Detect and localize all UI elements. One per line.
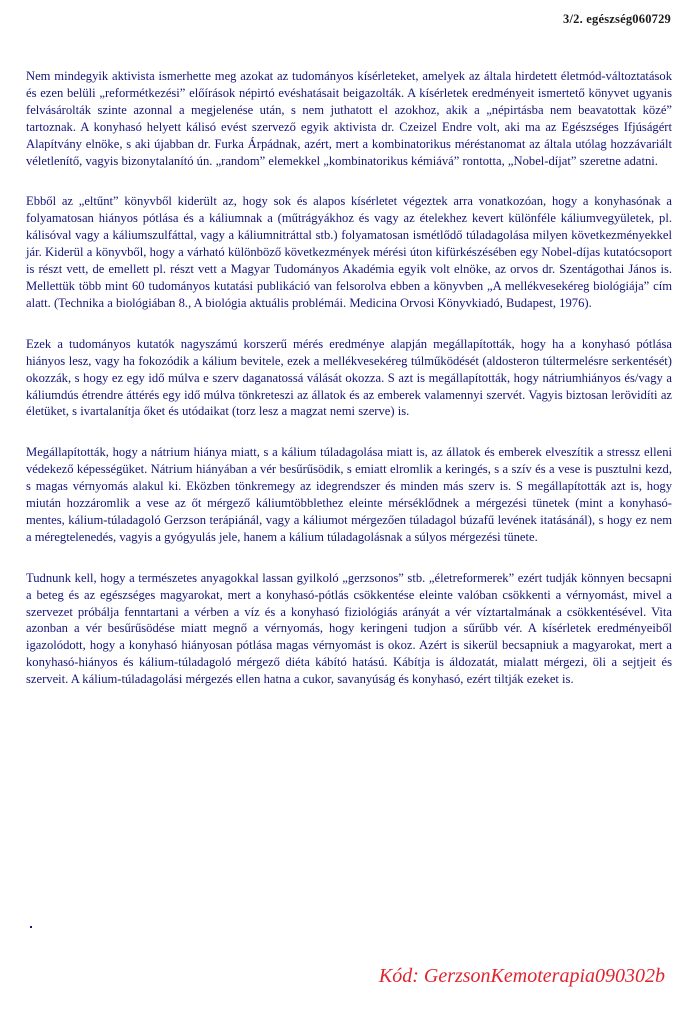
document-body	[26, 68, 672, 712]
paragraph-4: Megállapították, hogy a nátrium hiánya miatt, s a kálium túladagolása miatt is, az állatok és emberek elveszítik a stressz elleni védekező képességüket. Nátrium hiányában a vér besűrűsödik, s emiatt elromlik a keringés, s a szív és a vese is pusztulni kezd, s magas vérnyomás alakul ki. Eközben tönkremegy az idegrendszer és minden más szerv is. S megállapították azt is, hogy miután hozzáromlik a vese az őt mérgező káliumtöbblethez eleinte mérséklődnek a mérgezési tünetek (mint a konyhasó-mentes, kálium-túladagoló Gerzson terápiánál, vagy a káliumot mérgezően túladagol búzafű levének itatásánál), s hogy ez nem a méregtelenedés, vagyis a gyógyulás jele, hanem a kálium túladagolásnak a súlyos mérgezési tünete.	[26, 445, 672, 544]
stray-dot	[30, 926, 32, 928]
document-reference: 3/2. egészség060729	[563, 12, 671, 26]
paragraph-5: Tudnunk kell, hogy a természetes anyagokkal lassan gyilkoló „gerzsonos” stb. „életreformerek” ezért tudják könnyen becsapni a beteg és az egészséges magyarokat, mert a konyhasó-pótlás csökkentése eleinte valóban csökkenti a vérnyomást, mivel a szervezet próbálja fenntartani a vérben a víz és a konyhasó fiziológiás arányát a vér víztartalmának a csökkentésével. Vita azonban a vér besűrűsödése miatt megnő a vérnyomás, hogy keringeni tudjon a sűrűbb vér. A kísérletek eredményeiből igazolódott, hogy a konyhasó hiányosan pótlása magas vérnyomást is okoz. Azért is sikerül becsapniuk a magyarokat, mert a konyhasó-hiányos és kálium-túladagoló mérgező diéta kábító hatású. Kábítja is áldozatát, mialatt mérgezi, öli a sejtjeit és szerveit. A kálium-túladagolási mérgezés ellen hatna a cukor, savanyúság és konyhasó, ezért tiltják ezeket is.	[26, 570, 672, 687]
paragraph-1: Nem mindegyik aktivista ismerhette meg azokat az tudományos kísérleteket, amelyek az általa hirdetett életmód-változtatások és ezen belüli „reformétkezési” előírások népirtó evéshatásait beigazolták. A kísérletek eredményeit ismertető könyvet ugyanis felvásárolták szinte azonnal a megjelenése után, s nem juthatott el azokhoz, akik a „népirtásba nem beavatottak közé” tartoznak. A konyhasó helyett kálisó evést szervező egyik aktivista dr. Czeizel Endre volt, aki ma az Egészséges Ifjúságért Alapítvány elnöke, s aki újabban dr. Furka Árpádnak, azért, mert a kombinatorikus méréstanomat az általa utólag hozzávariált véletlenítő, vagyis bizonytalanító ún. „random” elemekkel „kombinatorikus kémiává” rontotta, „Nobel-díjat” szeretne adatni.	[26, 69, 672, 168]
paragraph-3: Ezek a tudományos kutatók nagyszámú korszerű mérés eredménye alapján megállapították, hogy ha a konyhasó pótlása hiányos lesz, vagy ha fokozódik a kálium bevitele, ezek a mellékvesekéreg túlműködését (aldosteron túltermelésre serkentését) okozzák, s hogy ez egy idő múlva e szerv daganatossá válását okozza. S azt is megállapították, hogy nátriumhiányos és/vagy a káliumdús étrendre áttérés egy idő múlva tönkreteszi az állatok és az emberek valamennyi szervét. Vagyis biztosan lerövidíti az életüket, s ivartalanítja őket és utódaikat (torz lesz a magzat nemi szerve) is.	[26, 336, 672, 419]
document-code: Kód: GerzsonKemoterapia090302b	[378, 965, 665, 987]
paragraph-2: Ebből az „eltűnt” könyvből kiderült az, hogy sok és alapos kísérletet végeztek arra vonatkozóan, hogy a konyhasónak a folyamatosan hiányos pótlása és a káliumnak a (műtrágyákhoz és vagy az ételekhez kevert különféle káliumvegyületek, pl. kálisóval vagy a káliumszulfáttal, vagy a káliumnitráttal stb.) folyamatosan ismétlődő túladagolása milyen következményekkel jár. Kiderül a könyvből, hogy a várható különböző következmények mérési úton kifürkészésében egy Nobel-díjas kutatócsoport is részt vett, de emellett pl. részt vett a Magyar Tudományos Akadémia egyik volt elnöke, az orvos dr. Szentágothai János is. Mellettük több mint 60 tudományos kutatási publikáció van felsorolva ebben a könyvben „A mellékvesekéreg biológiája” cím alatt. (Technika a biológiában 8., A biológia aktuális problémái. Medicina Orvosi Könyvkiadó, Budapest, 1976).	[26, 194, 672, 310]
